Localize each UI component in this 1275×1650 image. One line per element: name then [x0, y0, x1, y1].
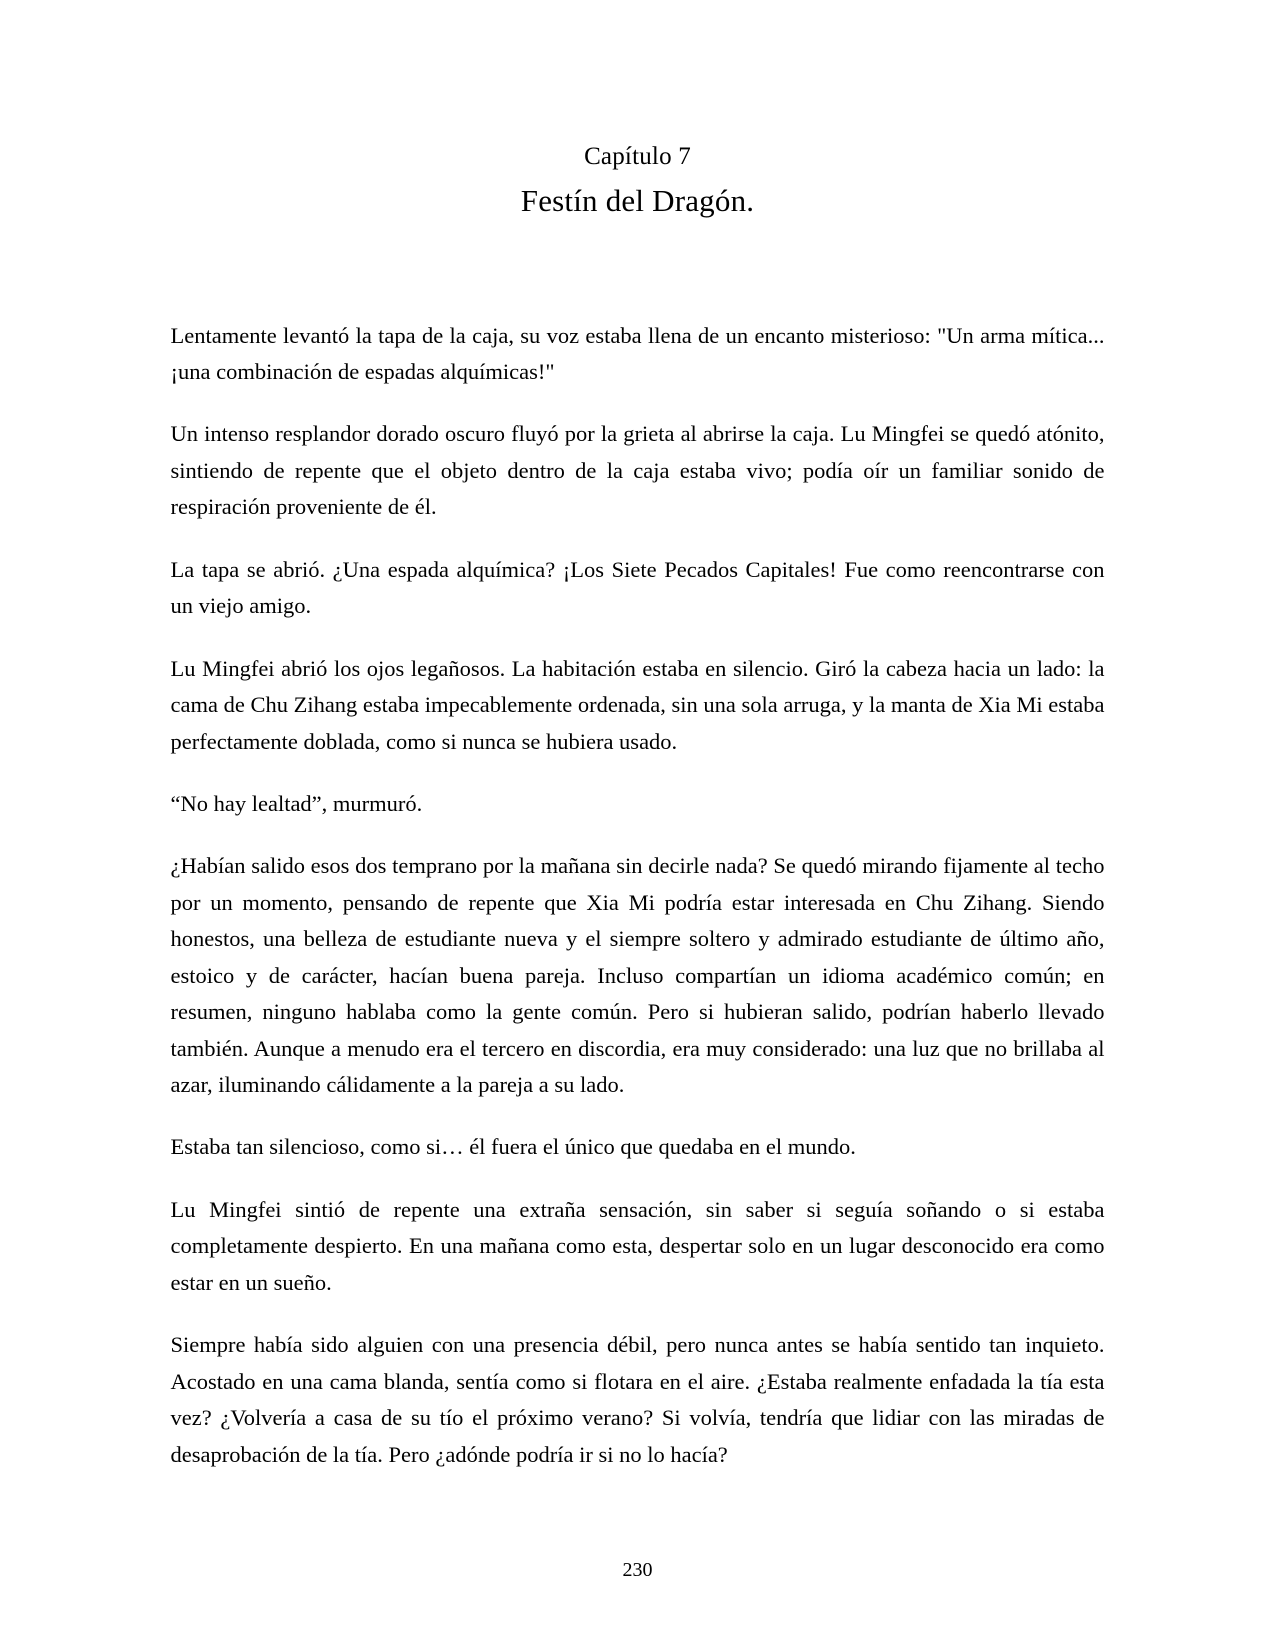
paragraph: Un intenso resplandor dorado oscuro fluyó por la grieta al abrirse la caja. Lu Mingfei se quedó atónito, sintiendo de repente que el objeto dentro de la caja estaba vivo; podía oír un familiar sonido de respiración proveniente de él.	[170, 421, 1105, 520]
paragraph: La tapa se abrió. ¿Una espada alquímica? ¡Los Siete Pecados Capitales! Fue como reencontrarse con un viejo amigo.	[170, 556, 1105, 619]
body-text	[171, 222, 1105, 1473]
paragraph: ¿Habían salido esos dos temprano por la mañana sin decirle nada? Se quedó mirando fijamente al techo por un momento, pensando de repente que Xia Mi podría estar interesada en Chu Zihang. Siendo honestos, una belleza de estudiante nueva y el siempre soltero y admirado estudiante de último año, estoico y de carácter, hacían buena pareja. Incluso compartían un idioma académico común; en resumen, ninguno hablaba como la gente común. Pero si hubieran salido, podrían haberlo llevado también. Aunque a menudo era el tercero en discordia, era muy considerado: una luz que no brillaba al azar, iluminando cálidamente a la pareja a su lado.	[170, 853, 1105, 1098]
paragraph: “No hay lealtad”, murmuró.	[170, 790, 423, 816]
chapter-heading	[0, 0, 1275, 222]
paragraph: Lu Mingfei abrió los ojos legañosos. La habitación estaba en silencio. Giró la cabeza hacia un lado: la cama de Chu Zihang estaba impecablemente ordenada, sin una sola arruga, y la manta de Xia Mi estaba perfectamente doblada, como si nunca se hubiera usado.	[170, 655, 1105, 754]
paragraph: Siempre había sido alguien con una presencia débil, pero nunca antes se había sentido tan inquieto. Acostado en una cama blanda, sentía como si flotara en el aire. ¿Estaba realmente enfadada la tía esta vez? ¿Volvería a casa de su tío el próximo verano? Si volvía, tendría que lidiar con las miradas de desaprobación de la tía. Pero ¿adónde podría ir si no lo hacía?	[170, 1332, 1105, 1467]
chapter-title: Festín del Dragón.	[520, 182, 755, 218]
paragraph: Lentamente levantó la tapa de la caja, su voz estaba llena de un encanto misterioso: "Un arma mítica... ¡una combinación de espadas alquímicas!"	[170, 322, 1105, 385]
paragraph: Lu Mingfei sintió de repente una extraña sensación, sin saber si seguía soñando o si estaba completamente despierto. En una mañana como esta, despertar solo en un lugar desconocido era como estar en un sueño.	[170, 1196, 1105, 1295]
page-number: 230	[622, 1559, 653, 1581]
chapter-number: Capítulo 7	[584, 143, 691, 170]
paragraph: Estaba tan silencioso, como si… él fuera el único que quedaba en el mundo.	[170, 1134, 856, 1160]
